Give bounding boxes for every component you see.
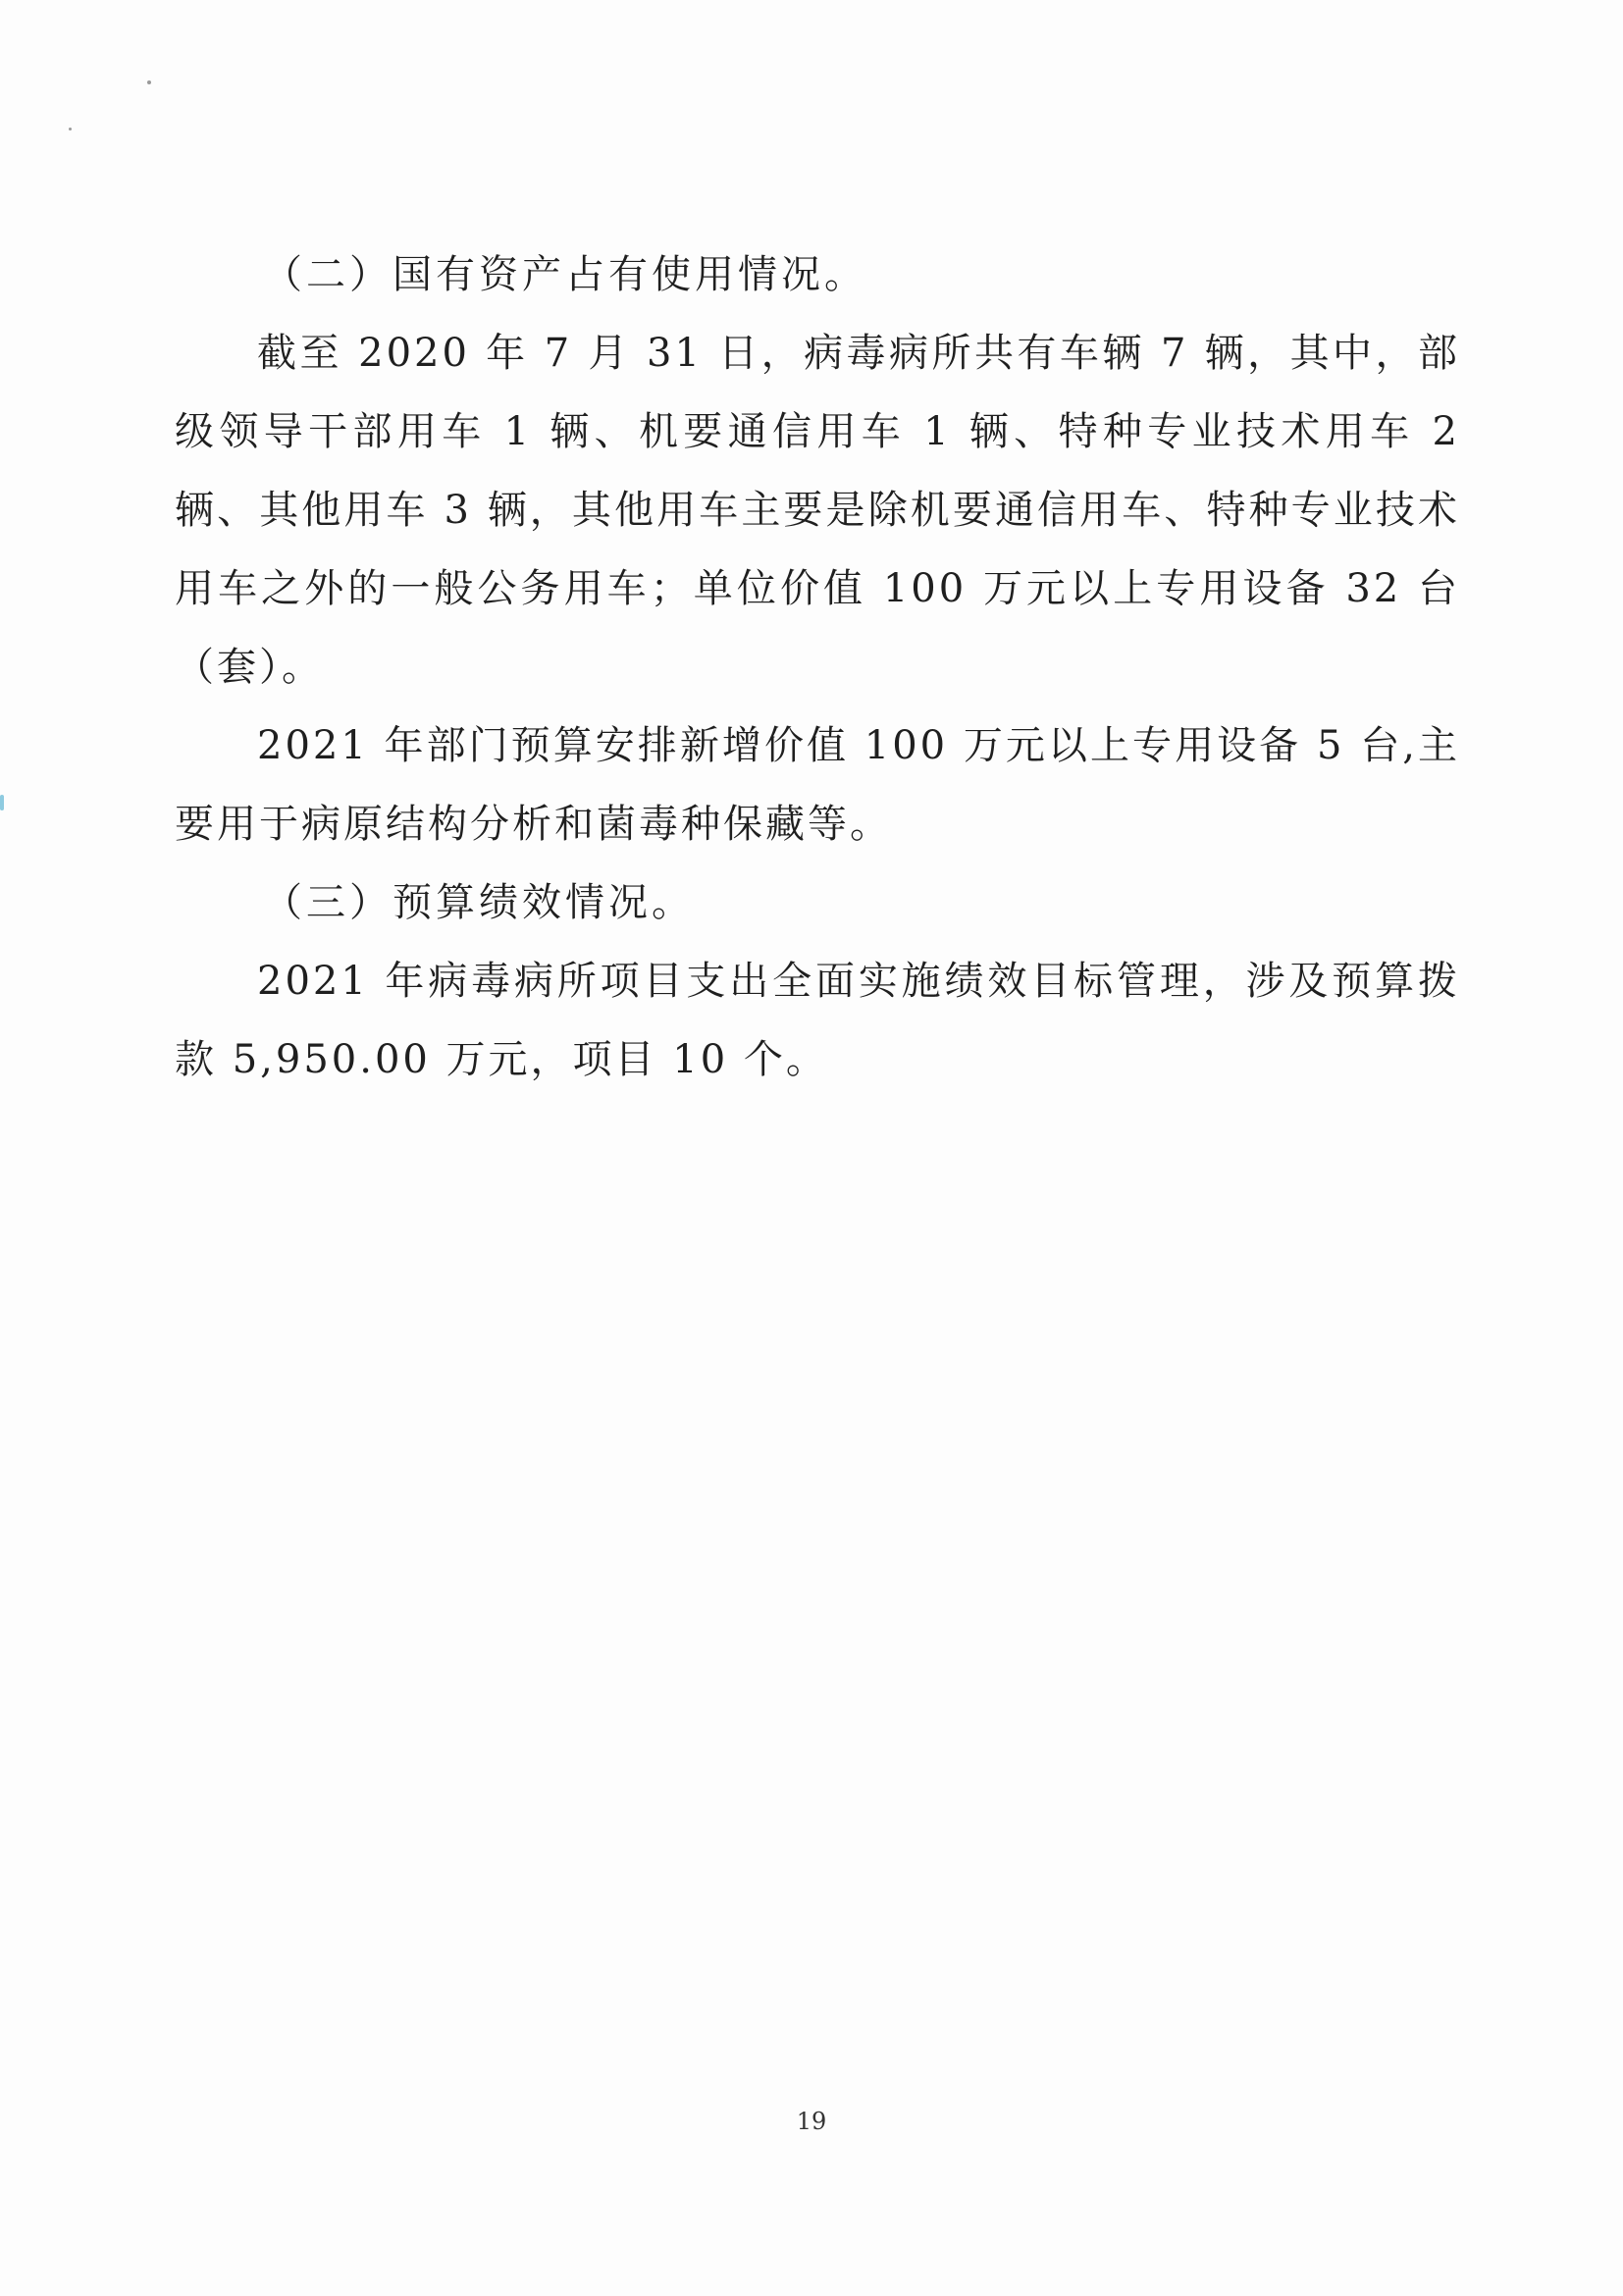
- scan-speck: [147, 80, 151, 84]
- section-heading-assets: （二）国有资产占有使用情况。: [263, 252, 867, 297]
- paragraph-vehicles-equipment: 截至 2020 年 7 月 31 日，病毒病所共有车辆 7 辆，其中，部级领导干部用车 1 辆、机要通信用车 1 辆、特种专业技术用车 2 辆、其他用车 3 辆，其他用车主要是除机要通信用车、特种专业技术用车之外的一般公务用车；单位价值 100 万元以上专用设备 32 台（套）。: [175, 331, 1460, 690]
- page-number: 19: [796, 2108, 827, 2135]
- document-body: [175, 235, 1460, 1099]
- scan-speck: [69, 128, 72, 130]
- paragraph-new-equipment: 2021 年部门预算安排新增价值 100 万元以上专用设备 5 台,主要用于病原结构分析和菌毒种保藏等。: [175, 723, 1460, 847]
- scan-edge-mark: [0, 795, 4, 810]
- paragraph-performance: 2021 年病毒病所项目支出全面实施绩效目标管理，涉及预算拨款 5,950.00 万元，项目 10 个。: [175, 959, 1460, 1082]
- section-heading-performance: （三）预算绩效情况。: [263, 880, 695, 925]
